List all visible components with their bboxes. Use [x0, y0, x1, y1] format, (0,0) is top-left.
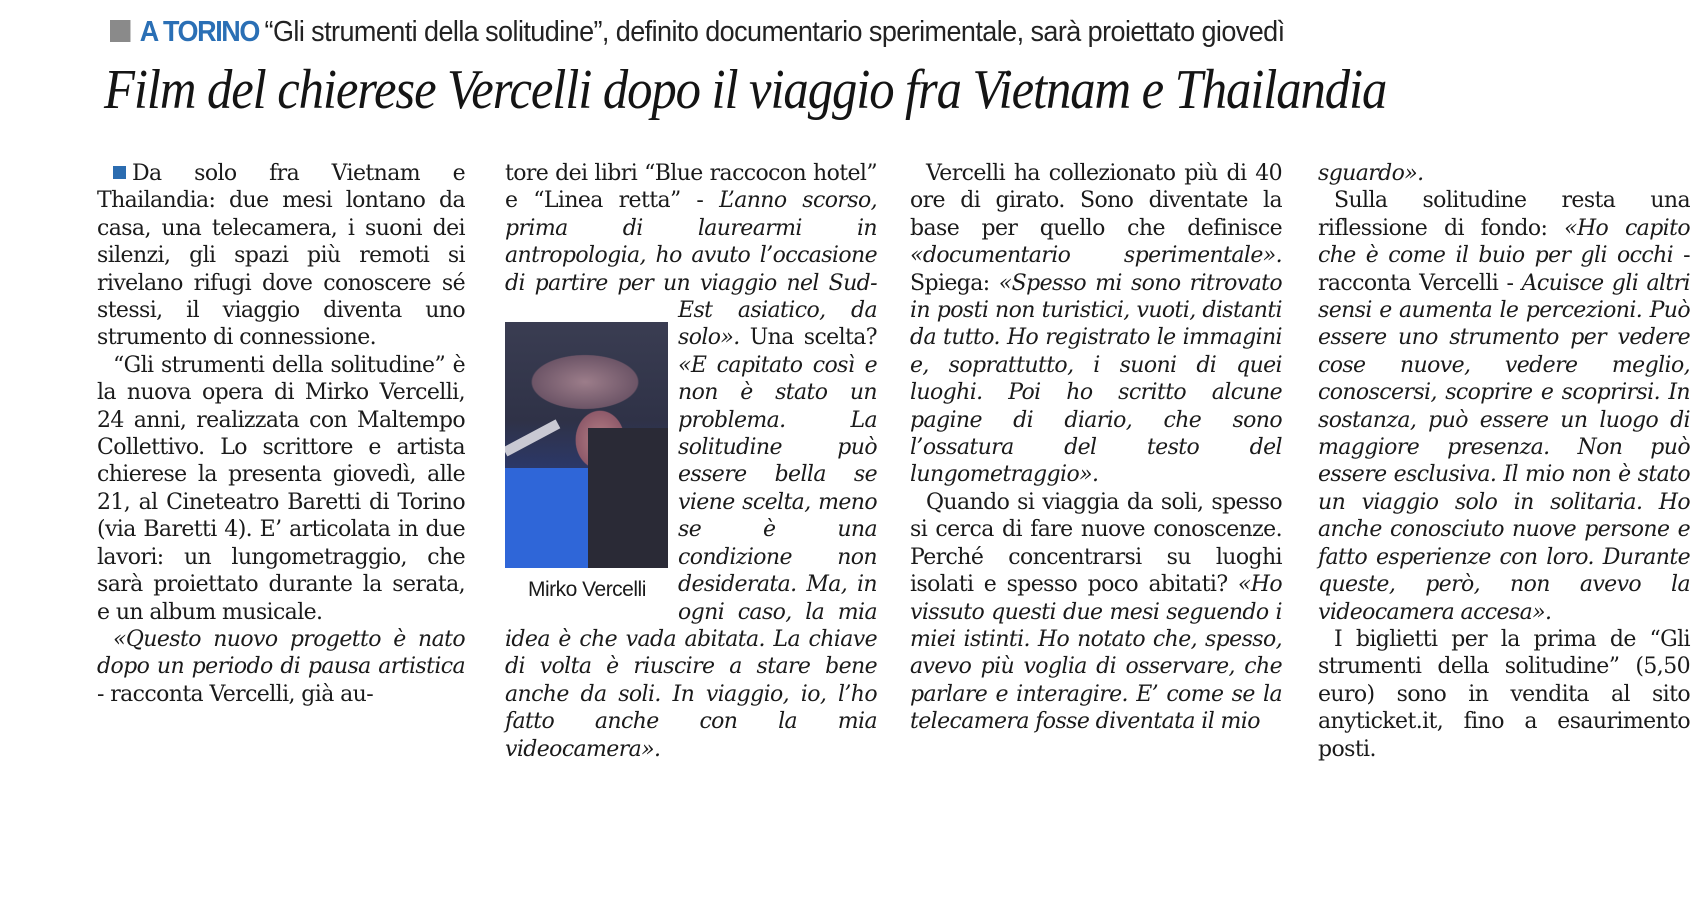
ticket-info-paragraph: I biglietti per la prima de “Gli strumenti della solitudine” (5,50 euro) sono in vendita al sito anyticket.it, fino a esaurimento posti. — [1318, 626, 1690, 762]
microphone-shape — [505, 419, 560, 456]
article-column-4 — [1318, 160, 1690, 763]
paragraph: “Gli strumenti della solitudine” è la nuova opera di Mirko Vercelli, 24 anni, realizzata con Maltempo Collettivo. Lo scrittore e artista chierese la presenta giovedì, alle 21, al Cineteatro Baretti di Torino (via Baretti 4). E’ articolata in due lavori: un lungometraggio, che sarà proiettato durante la serata, e un album musicale. — [97, 352, 465, 625]
photo-block — [505, 322, 678, 572]
kicker-bullet-icon — [110, 20, 130, 42]
headline: Film del chierese Vercelli dopo il viaggio fra Vietnam e Thailandia — [104, 59, 1387, 121]
paragraph: Vercelli ha collezionato più di 40 ore di girato. Sono diventate la base per quello che definisce «documentario sperimentale». Spiega: «Spesso mi sono ritrovato in posti non turistici, vuoti, distanti da tutto. Ho registrato le immagini e, soprattutto, i suoni di quei luoghi. Poi ho scritto alcune pagine di diario, che sono l’ossatura del testo del lungometraggio». — [910, 161, 1283, 488]
paragraph: sguardo». — [1318, 161, 1424, 186]
paragraph: Sulla solitudine resta una riflessione di fondo: «Ho capito che è come il buio per gli occhi - racconta Vercelli - Acuisce gli altri sensi e aumenta le percezioni. Può essere uno strumento per vedere cose nuove, vedere meglio, conoscersi, scoprire e scoprirsi. In sostanza, può essere un luogo di maggiore presenza. Non può essere esclusiva. Il mio non è stato un viaggio solo in solitaria. Ho anche conosciuto nuove persone e fatto esperienze con loro. Durante queste, però, non avevo la videocamera accesa». — [1318, 188, 1691, 625]
kicker-place: A TORINO — [139, 16, 259, 48]
lead-paragraph: Da solo fra Vietnam e Thailandia: due mesi lontano da casa, una telecamera, i suoni dei silenzi, gli spazi più remoti si rivelano rifugi dove conoscere sé stessi, il viaggio diventa uno strumento di connessione. — [97, 161, 465, 351]
kicker-text: “Gli strumenti della solitudine”, definito documentario sperimentale, sarà proiettato giovedì — [264, 16, 1285, 48]
kicker — [110, 16, 1561, 49]
photo-caption: Mirko Vercelli — [528, 578, 646, 601]
article-column-3 — [910, 160, 1282, 736]
paragraph: tore dei libri “Blue raccocon hotel” e “Linea retta” - L’anno scorso, prima di laurearmi in antropologia, ho avuto l’occasione di partire per un viaggio nel Sud-Est asiatico, da solo». Una scelta? «E capitato così e non è stato un problema. La solitudine può essere bella se viene scelta, meno se è una condizione non desiderata. Ma, in ogni caso, la mia idea è che vada abitata. La chiave di volta è riuscire a stare bene anche da soli. In viaggio, io, l’ho fatto anche con la mia videocamera». — [505, 161, 877, 762]
article-column-1 — [97, 160, 465, 708]
paragraph-bullet-icon — [113, 166, 126, 179]
paragraph: «Questo nuovo progetto è nato dopo un periodo di pausa artistica - racconta Vercelli, già au- — [97, 626, 465, 707]
portrait-photo — [505, 322, 668, 568]
paragraph: Quando si viaggia da soli, spesso si cerca di fare nuove conoscenze. Perché concentrarsi su luoghi isolati e spesso poco abitati? «Ho vissuto questi due mesi seguendo i miei istinti. Ho notato che, spesso, avevo più voglia di osservare, che parlare e interagire. E’ come se la telecamera fosse diventata il mio — [910, 489, 1282, 735]
